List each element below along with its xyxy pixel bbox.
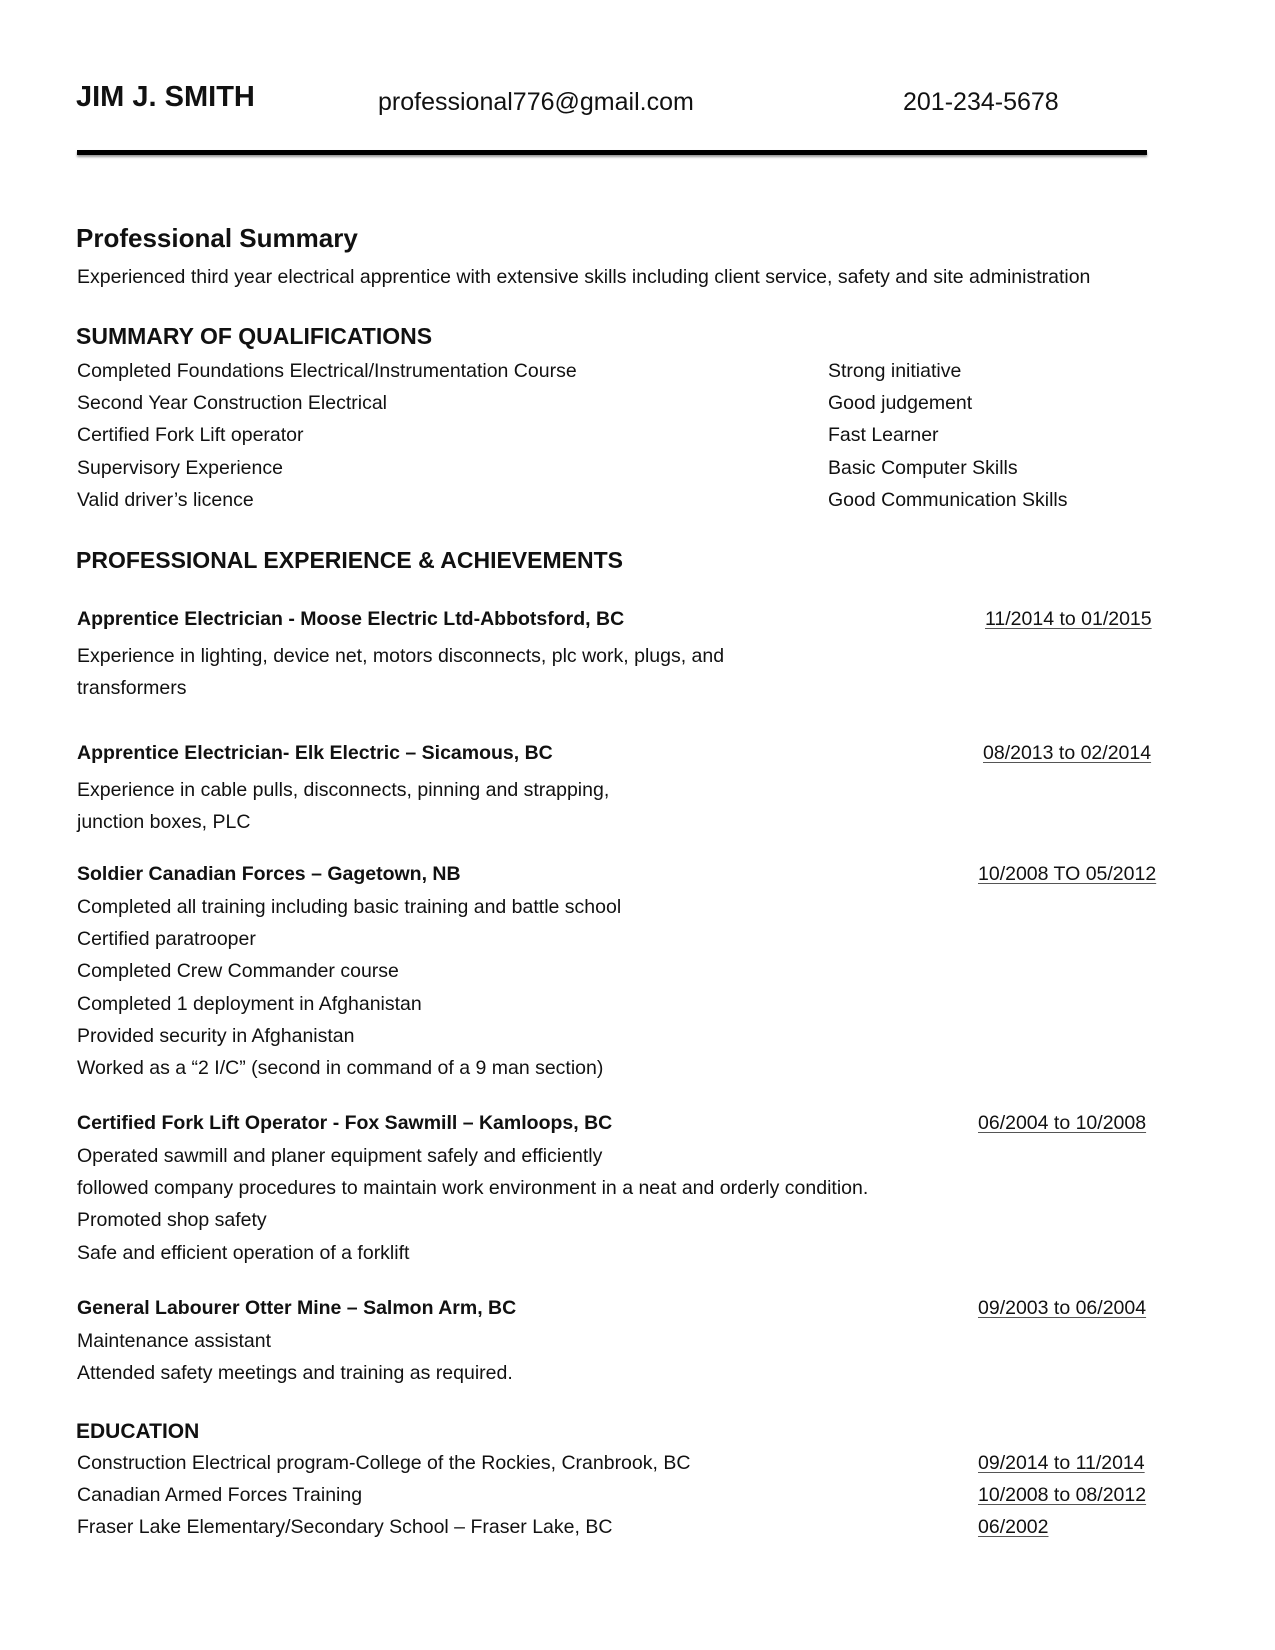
job-detail: Completed 1 deployment in Afghanistan bbox=[77, 992, 422, 1015]
job-detail: Provided security in Afghanistan bbox=[77, 1024, 355, 1047]
qualification-item: Second Year Construction Electrical bbox=[77, 392, 388, 414]
job-detail: Completed Crew Commander course bbox=[77, 960, 399, 983]
qualification-item: Good Communication Skills bbox=[828, 489, 1068, 511]
email[interactable]: professional776@gmail.com bbox=[378, 88, 694, 116]
job-detail: Operated sawmill and planer equipment safely and efficiently bbox=[77, 1145, 603, 1167]
job-title: General Labourer Otter Mine – Salmon Arm, BC bbox=[77, 1297, 517, 1319]
job-detail: Experience in cable pulls, disconnects, pinning and strapping, bbox=[77, 779, 610, 801]
job-detail: Worked as a “2 I/C” (second in command of a 9 man section) bbox=[77, 1057, 604, 1079]
education-dates: 09/2014 to 11/2014 bbox=[978, 1452, 1145, 1474]
job-dates: 06/2004 to 10/2008 bbox=[978, 1112, 1147, 1134]
phone: 201-234-5678 bbox=[903, 88, 1059, 116]
qualifications-heading: SUMMARY OF QUALIFICATIONS bbox=[76, 323, 433, 349]
qualification-item: Fast Learner bbox=[828, 424, 939, 446]
qualification-item: Supervisory Experience bbox=[77, 457, 283, 479]
job-detail: Certified paratrooper bbox=[77, 928, 256, 951]
job-detail: Experience in lighting, device net, motors disconnects, plc work, plugs, and bbox=[77, 645, 725, 667]
summary-heading: Professional Summary bbox=[76, 223, 358, 253]
job-title: Apprentice Electrician- Elk Electric – Sicamous, BC bbox=[77, 742, 553, 764]
job-title: Soldier Canadian Forces – Gagetown, NB bbox=[77, 863, 461, 885]
job-detail: followed company procedures to maintain work environment in a neat and orderly condition. bbox=[77, 1177, 869, 1200]
education-item: Fraser Lake Elementary/Secondary School – Fraser Lake, BC bbox=[77, 1516, 613, 1538]
qualification-item: Basic Computer Skills bbox=[828, 457, 1018, 479]
education-item: Construction Electrical program-College of the Rockies, Cranbrook, BC bbox=[77, 1452, 691, 1474]
job-detail: Completed all training including basic training and battle school bbox=[77, 896, 622, 918]
education-item: Canadian Armed Forces Training bbox=[77, 1484, 363, 1506]
qualification-item: Certified Fork Lift operator bbox=[77, 424, 304, 446]
job-detail: Promoted shop safety bbox=[77, 1209, 267, 1232]
qualification-item: Completed Foundations Electrical/Instrumentation Course bbox=[77, 360, 577, 382]
job-dates: 10/2008 TO 05/2012 bbox=[978, 863, 1157, 885]
job-title: Apprentice Electrician - Moose Electric Ltd-Abbotsford, BC bbox=[77, 608, 625, 630]
education-dates: 10/2008 to 08/2012 bbox=[978, 1484, 1147, 1506]
job-title: Certified Fork Lift Operator - Fox Sawmill – Kamloops, BC bbox=[77, 1112, 613, 1134]
job-dates: 09/2003 to 06/2004 bbox=[978, 1297, 1147, 1319]
education-heading: EDUCATION bbox=[76, 1420, 200, 1443]
qualification-item: Strong initiative bbox=[828, 360, 962, 382]
experience-heading: PROFESSIONAL EXPERIENCE & ACHIEVEMENTS bbox=[76, 547, 623, 573]
job-detail: transformers bbox=[77, 677, 187, 700]
name: JIM J. SMITH bbox=[76, 81, 255, 113]
qualification-item: Valid driver’s licence bbox=[77, 489, 254, 511]
education-dates: 06/2002 bbox=[978, 1516, 1049, 1538]
qualification-item: Good judgement bbox=[828, 392, 973, 414]
header-divider bbox=[77, 150, 1147, 155]
job-detail: junction boxes, PLC bbox=[77, 811, 251, 834]
job-detail: Attended safety meetings and training as required. bbox=[77, 1362, 513, 1385]
job-detail: Safe and efficient operation of a forklift bbox=[77, 1241, 410, 1264]
job-dates: 08/2013 to 02/2014 bbox=[983, 742, 1152, 764]
job-dates: 11/2014 to 01/2015 bbox=[985, 608, 1152, 630]
summary-text: Experienced third year electrical apprentice with extensive skills including client service, safety and site administration bbox=[77, 266, 1091, 288]
job-detail: Maintenance assistant bbox=[77, 1330, 272, 1352]
